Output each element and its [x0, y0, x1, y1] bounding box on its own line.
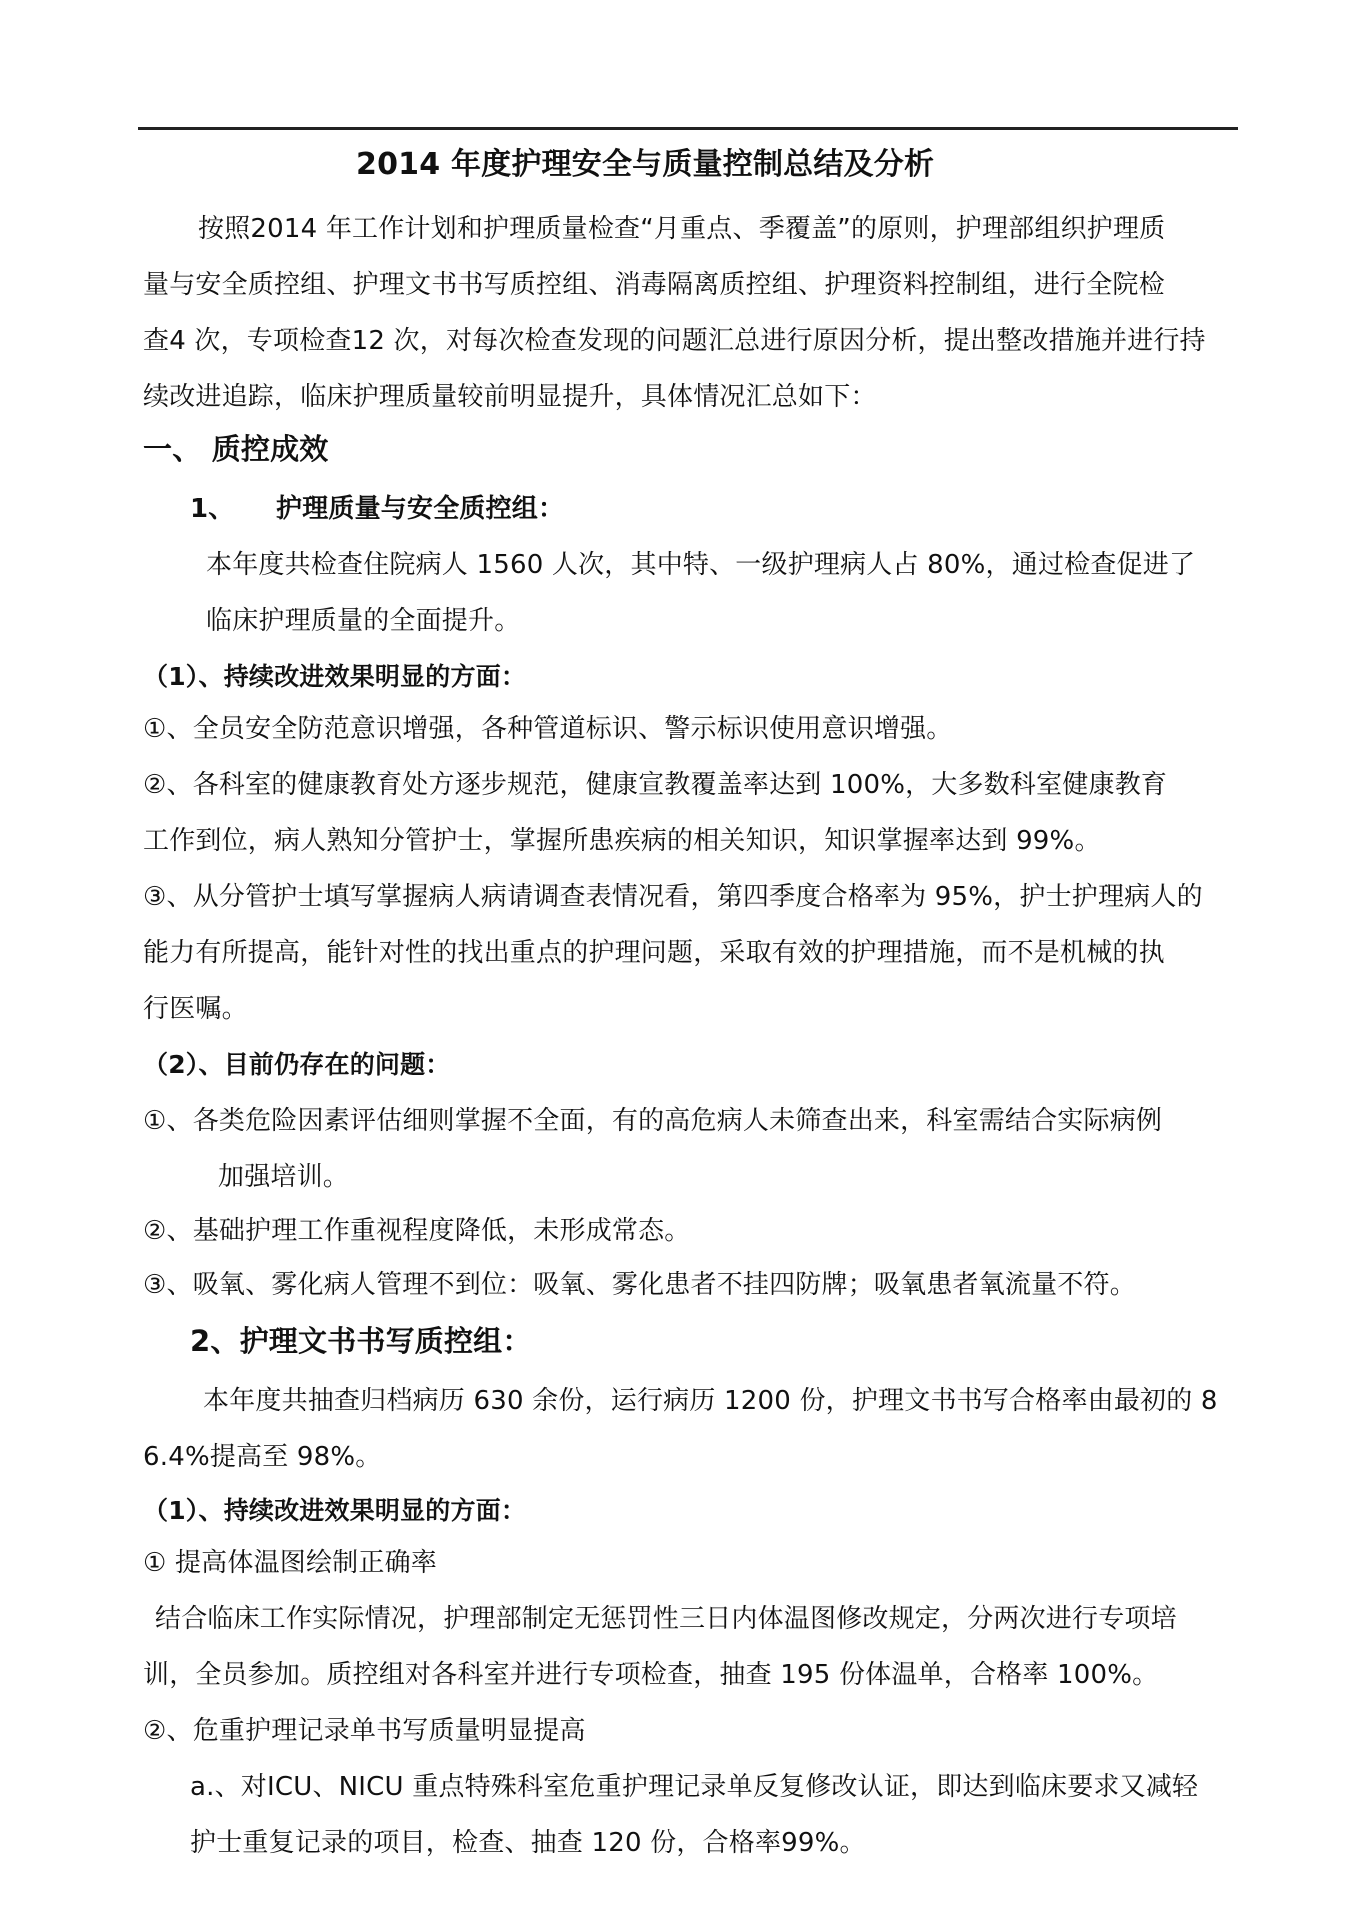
sub1-problems-heading: （2）、目前仍存在的问题： — [143, 1050, 451, 1079]
sub1-improvements-heading: （1）、持续改进效果明显的方面： — [143, 662, 527, 691]
sub2-item-line-4: ②、危重护理记录单书写质量明显提高 — [143, 1716, 586, 1746]
sub2-summary-line-1: 本年度共抽查归档病历 630 余份，运行病历 1200 份，护理文书书写合格率由最初的 8 — [203, 1386, 1218, 1416]
sub1-problem-line-1: ①、各类危险因素评估细则掌握不全面，有的高危病人未筛查出来，科室需结合实际病例 — [143, 1106, 1163, 1136]
intro-line-4: 续改进追踪，临床护理质量较前明显提升，具体情况汇总如下： — [143, 382, 877, 412]
subsection-1-title: 护理质量与安全质控组： — [276, 494, 565, 524]
sub2-item-line-5: a.、对ICU、NICU 重点特殊科室危重护理记录单反复修改认证，即达到临床要求又减轻 — [190, 1772, 1199, 1802]
sub1-problem-line-3: ②、基础护理工作重视程度降低，未形成常态。 — [143, 1216, 691, 1246]
sub1-improvement-line-5: 能力有所提高，能针对性的找出重点的护理问题，采取有效的护理措施，而不是机械的执 — [143, 938, 1165, 968]
sub2-item-line-1: ① 提高体温图绘制正确率 — [143, 1548, 437, 1578]
sub2-improvements-heading: （1）、持续改进效果明显的方面： — [143, 1496, 527, 1525]
sub1-improvement-line-1: ①、全员安全防范意识增强，各种管道标识、警示标识使用意识增强。 — [143, 714, 953, 744]
sub1-improvement-line-2: ②、各科室的健康教育处方逐步规范，健康宣教覆盖率达到 100%，大多数科室健康教育 — [143, 770, 1168, 800]
sub2-summary-line-2: 6.4%提高至 98%。 — [143, 1442, 382, 1472]
sub1-summary-line-2: 临床护理质量的全面提升。 — [206, 606, 521, 636]
sub1-improvement-line-4: ③、从分管护士填写掌握病人病请调查表情况看，第四季度合格率为 95%，护士护理病人的 — [143, 882, 1203, 912]
subsection-1-heading — [190, 492, 564, 526]
sub2-item-line-2: 结合临床工作实际情况，护理部制定无惩罚性三日内体温图修改规定，分两次进行专项培 — [155, 1604, 1177, 1634]
header-rule — [138, 127, 1238, 130]
intro-line-2: 量与安全质控组、护理文书书写质控组、消毒隔离质控组、护理资料控制组，进行全院检 — [143, 270, 1165, 300]
intro-line-1: 按照2014 年工作计划和护理质量检查“月重点、季覆盖”的原则，护理部组织护理质 — [198, 214, 1166, 244]
sub1-problem-line-4: ③、吸氧、雾化病人管理不到位：吸氧、雾化患者不挂四防牌；吸氧患者氧流量不符。 — [143, 1270, 1136, 1300]
sub1-problem-line-2: 加强培训。 — [218, 1162, 350, 1192]
section-heading-quality-results: 一、 质控成效 — [143, 432, 329, 466]
document-title: 2014 年度护理安全与质量控制总结及分析 — [356, 147, 935, 182]
sub2-item-line-6: 护士重复记录的项目，检查、抽查 120 份，合格率99%。 — [190, 1828, 866, 1858]
intro-line-3: 查4 次，专项检查12 次，对每次检查发现的问题汇总进行原因分析，提出整改措施并进行持 — [143, 326, 1206, 356]
subsection-2-heading: 2、护理文书书写质控组： — [190, 1324, 532, 1358]
subsection-1-number: 1、 — [190, 494, 235, 524]
sub2-item-line-3: 训，全员参加。质控组对各科室并进行专项检查，抽查 195 份体温单，合格率 100%。 — [143, 1660, 1159, 1690]
sub1-summary-line-1: 本年度共检查住院病人 1560 人次，其中特、一级护理病人占 80%，通过检查促进了 — [206, 550, 1196, 580]
sub1-improvement-line-3: 工作到位，病人熟知分管护士，掌握所患疾病的相关知识，知识掌握率达到 99%。 — [143, 826, 1101, 856]
sub1-improvement-line-6: 行医嘱。 — [143, 994, 248, 1024]
